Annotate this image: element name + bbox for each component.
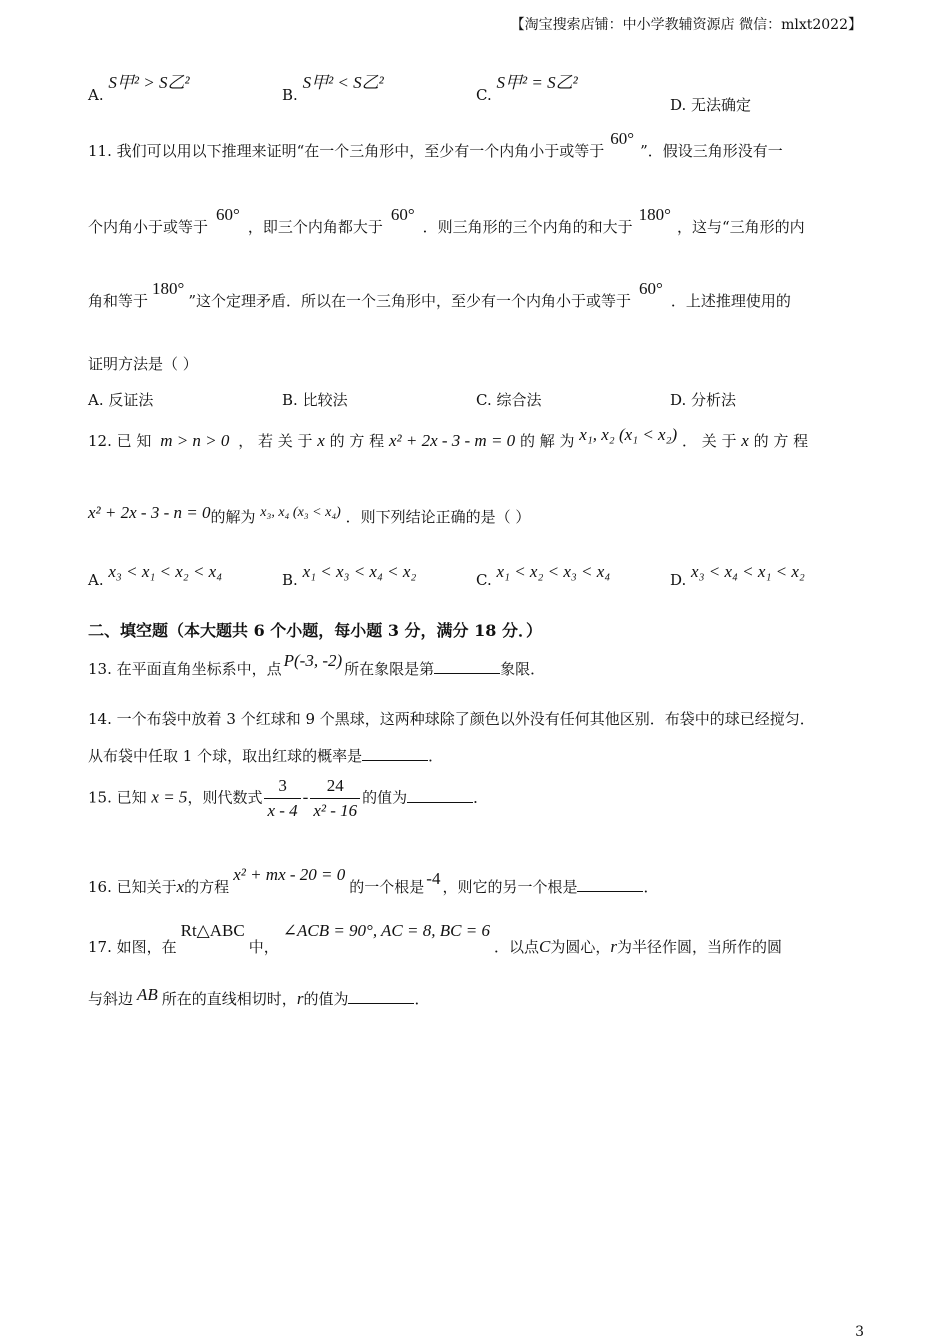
- page-header: 【淘宝搜索店铺：中小学教辅资源店 微信：mlxt2022】: [510, 17, 862, 33]
- q17-condition: ∠ACB = 90°, AC = 8, BC = 6: [282, 921, 490, 940]
- q11-line3: 角和等于180°”这个定理矛盾．所以在一个三角形中，至少有一个内角小于或等于60°．上述推理使用的: [88, 279, 791, 310]
- q13-answer-blank[interactable]: [434, 672, 500, 674]
- q11-deg180: 180°: [638, 205, 671, 224]
- q16-equation: x² + mx - 20 = 0: [233, 865, 346, 884]
- q16: 16. 已知关于x的方程x² + mx - 20 = 0的一个根是 -4 ，则它的另一个根是 ．: [88, 865, 659, 896]
- q12-condition: m > n > 0: [160, 431, 230, 450]
- q12-line1: 12. 已 知 m > n > 0 ， 若 关 于 x 的 方 程 x² + 2x - 3 - m = 0 的 解 为 x₁, x₂ (x₁ < x₂) ． 关 于 x 的 方 程: [88, 425, 809, 450]
- q11-line1: 11. 我们可以用以下推理来证明“在一个三角形中，至少有一个内角小于或等于60°”．假设三角形没有一: [88, 129, 783, 160]
- q16-root: -4: [426, 869, 441, 888]
- q15: 15. 已知 x = 5，则代数式 $\frac{3}{x - 4}$ - $\frac{24}{\text{x² - 16}}$ 的值为 ．: [88, 776, 489, 820]
- q11-option-b[interactable]: B. 比较法: [282, 391, 348, 409]
- q12-roots-2: x₃, x₄ (x₃ < x₄): [260, 505, 341, 520]
- q11-line4: 证明方法是（ ）: [88, 355, 198, 373]
- q12-equation-2: x² + 2x - 3 - n = 0: [88, 503, 211, 522]
- page-number: 3: [855, 1324, 864, 1340]
- q17-hypotenuse: AB: [137, 985, 158, 1004]
- q10-option-c-math: S甲² = S乙²: [496, 73, 578, 92]
- q10-option-a[interactable]: A. S甲² > S乙²: [88, 73, 190, 104]
- q12-option-a[interactable]: A. x₃ < x₁ < x₂ < x₄: [88, 562, 223, 589]
- q11-line2: 个内角小于或等于60°，即三个内角都大于60°．则三角形的三个内角的和大于180°，这与“三角形的内: [88, 205, 805, 236]
- q17-triangle: Rt△ABC: [180, 921, 245, 940]
- q10-option-c[interactable]: C. S甲² = S乙²: [476, 73, 578, 104]
- q11-deg60: 60°: [610, 129, 635, 148]
- q16-answer-blank[interactable]: [577, 890, 643, 892]
- q14-line2: 从布袋中任取 1 个球，取出红球的概率是 ．: [88, 747, 444, 765]
- q12-equation-1: x² + 2x - 3 - m = 0: [388, 431, 516, 450]
- section-2-title: 二、填空题（本大题共 6 个小题，每小题 3 分，满分 18 分．）: [88, 621, 542, 640]
- q14-answer-blank[interactable]: [362, 759, 428, 761]
- q11-option-d[interactable]: D. 分析法: [670, 391, 737, 409]
- q12-line2: x² + 2x - 3 - n = 0的解为 x₃, x₄ (x₃ < x₄) ．则下列结论正确的是（ ）: [88, 503, 531, 526]
- q12-option-b-math: x₁ < x₃ < x₄ < x₂: [302, 562, 417, 581]
- q12-option-a-math: x₃ < x₁ < x₂ < x₄: [108, 562, 223, 581]
- q15-answer-blank[interactable]: [407, 801, 473, 803]
- q12-option-d[interactable]: D. x₃ < x₄ < x₁ < x₂: [670, 562, 805, 589]
- q12-roots-1: x₁, x₂ (x₁ < x₂): [579, 425, 678, 444]
- q10-option-d[interactable]: D. 无法确定: [670, 96, 752, 114]
- q13-point: P(-3, -2): [283, 651, 343, 670]
- q15-fraction-2: $\frac{24}{\text{x² - 16}}$: [310, 776, 360, 821]
- q15-condition: x = 5: [151, 787, 188, 807]
- q12-option-c-math: x₁ < x₂ < x₃ < x₄: [496, 562, 611, 581]
- q17-line1: 17. 如图，在Rt△ABC中，∠ACB = 90°, AC = 8, BC = 6．以点C为圆心，r为半径作圆，当所作的圆: [88, 921, 782, 956]
- q12-option-d-math: x₃ < x₄ < x₁ < x₂: [691, 562, 805, 581]
- q11-option-c[interactable]: C. 综合法: [476, 391, 542, 409]
- q10-option-b[interactable]: B. S甲² < S乙²: [282, 73, 384, 104]
- q13: 13. 在平面直角坐标系中，点 P(-3, -2) 所在象限是第 象限．: [88, 651, 546, 678]
- q10-option-a-math: S甲² > S乙²: [108, 73, 190, 92]
- q11-option-a[interactable]: A. 反证法: [88, 391, 154, 409]
- q17-line2: 与斜边 AB 所在的直线相切时，r的值为 ．: [88, 985, 430, 1008]
- q15-fraction-1: $\frac{3}{x - 4}$: [264, 776, 300, 821]
- q17-answer-blank[interactable]: [348, 1002, 414, 1004]
- q12-option-c[interactable]: C. x₁ < x₂ < x₃ < x₄: [476, 562, 611, 589]
- q10-option-b-math: S甲² < S乙²: [302, 73, 384, 92]
- q14-line1: 14. 一个布袋中放着 3 个红球和 9 个黑球，这两种球除了颜色以外没有任何其他区别．布袋中的球已经搅匀．: [88, 710, 815, 728]
- q12-option-b[interactable]: B. x₁ < x₃ < x₄ < x₂: [282, 562, 417, 589]
